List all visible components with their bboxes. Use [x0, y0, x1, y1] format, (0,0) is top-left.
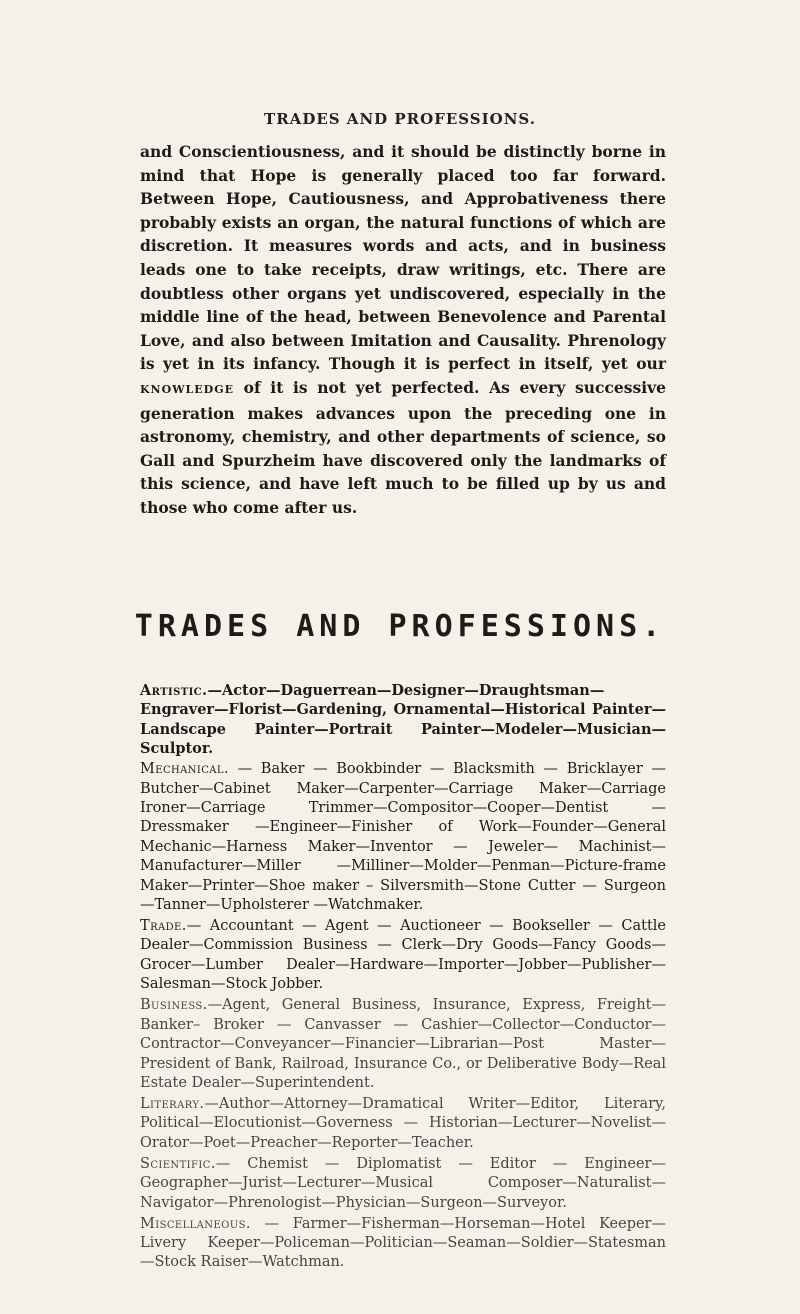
category-items: —Agent, General Business, Insurance, Express, Freight—Banker– Broker — Canvasser — Cashier—Collector—Conductor—Contractor—Conveyancer—Financier—Librarian—Post Master—President of Bank, Railroad, Insurance Co., or Deliberative Body—Real Estate Dealer—Superintendent. — [140, 997, 666, 1091]
category-label: Mechanical. — [140, 761, 229, 778]
running-head: TRADES AND PROFESSIONS. — [264, 110, 536, 128]
category-label: Trade. — [140, 918, 187, 935]
category-items: —Author—Attorney—Dramatical Writer—Editor, Literary, Political—Elocutionist—Governess — Historian—Lecturer—Novelist—Orator—Poet—Preacher—Reporter—Teacher. — [140, 1095, 666, 1151]
section-title: TRADES AND PROFESSIONS. — [134, 609, 666, 644]
category-trade — [140, 917, 666, 995]
category-label: Literary. — [140, 1095, 205, 1112]
category-label: Scientific. — [140, 1155, 216, 1172]
category-items: — Accountant — Agent — Auctioneer — Bookseller — Cattle Dealer—Commission Business — Clerk—Dry Goods—Fancy Goods—Grocer—Lumber Dealer—Hardware—Importer—Jobber—Publisher—Salesman—Stock Jobber. — [140, 918, 666, 993]
category-items: — Chemist — Diplomatist — Editor — Engineer—Geographer—Jurist—Lecturer—Musical Composer—Naturalist—Navigator—Phrenologist—Physician—Surgeon—Surveyor. — [140, 1155, 666, 1211]
category-label: Artistic. — [140, 682, 208, 699]
trades-list — [140, 681, 666, 1274]
category-label: Miscellaneous. — [140, 1215, 251, 1232]
intro-text-part-1: and Conscientiousness, and it should be distinctly borne in mind that Hope is generally placed too far forward. Between Hope, Cautiousness, and Approbativeness there probably exists an organ, the natural functions of which are discretion. It measures words and acts, and in business leads one to take receipts, draw writings, etc. There are doubtless other organs yet undiscovered, especially in the middle line of the head, between Benevolence and Parental Love, and also between Imitation and Causality. Phrenology is yet in its infancy. Though it is perfect in itself, yet our — [140, 142, 666, 374]
category-mechanical — [140, 760, 666, 915]
knowledge-word: KNOWLEDGE — [140, 382, 234, 396]
category-label: Business. — [140, 997, 208, 1014]
intro-text-part-2: of it is not yet perfected. As every successive generation makes advances upon the preceding one in astronomy, chemistry, and other departments of science, so Gall and Spurzheim have discovered only the landmarks of this science, and have left much to be filled up by us and those who come after us. — [140, 377, 666, 517]
category-items: —Actor—Daguerrean—Designer—Draughtsman—Engraver—Florist—Gardening, Ornamental—Historical Painter—Landscape Painter—Portrait Painter—Modeler—Musician—Sculptor. — [140, 682, 666, 758]
intro-text — [140, 140, 666, 520]
intro-paragraph — [140, 140, 666, 520]
category-items: — Baker — Bookbinder — Blacksmith — Bricklayer — Butcher—Cabinet Maker—Carpenter—Carriage Maker—Carriage Ironer—Carriage Trimmer—Compositor—Cooper—Dentist — Dressmaker —Engineer—Finisher of Work—Founder—General Mechanic—Harness Maker—Inventor — Jeweler— Machinist—Manufacturer—Miller —Milliner—Molder—Penman—Picture-frame Maker—Printer—Shoe maker – Silversmith—Stone Cutter — Surgeon—Tanner—Upholsterer —Watchmaker. — [140, 761, 666, 914]
category-artistic — [140, 681, 666, 759]
category-miscellaneous — [140, 1215, 666, 1273]
category-business — [140, 996, 666, 1093]
category-items: — Farmer—Fisherman—Horseman—Hotel Keeper—Livery Keeper—Policeman—Politician—Seaman—Soldier—Statesman —Stock Raiser—Watchman. — [140, 1215, 666, 1271]
category-literary — [140, 1095, 666, 1153]
category-scientific — [140, 1155, 666, 1213]
